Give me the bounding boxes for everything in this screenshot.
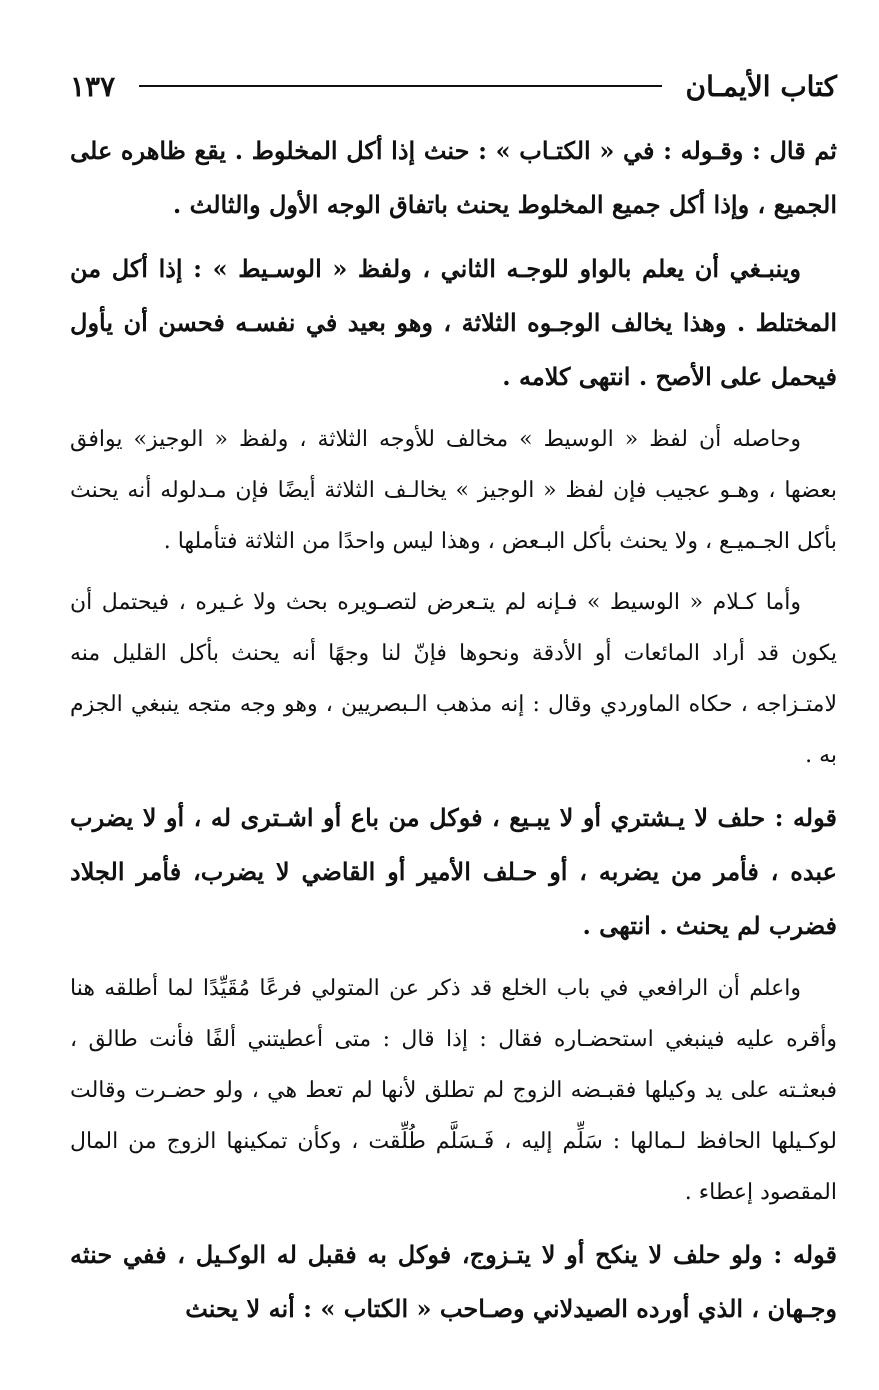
paragraph-6: واعلم أن الرافعي في باب الخلع قد ذكر عن المتولي فرعًا مُقَيِّدًا لما أطلقه هنا وأقره عليه فينبغي استحضـاره فقال : إذا قال : متى أعطيتني ألفًا فأنت طالق ، فبعثـته على يد وكيلها فقبـضه الزوج لم تطلق لأنها لم تعط هي ، ولو حضـرت وقالت لوكـيلها الحافظ لـمالها : سَلِّم إليه ، فَـسَلَّم طُلِّقت ، وكأن تمكينها الزوج من المال المقصود إعطاء .	[70, 976, 837, 1205]
paragraph-4: وأما كـلام « الوسيط » فـإنه لم يتـعرض لتصـويره بحث ولا غـيره ، فيحتمل أن يكون قد أراد المائعات أو الأدقة ونحوها فإنّ لنا وجهًا أنه يحنث بأكل القليل منه لامتـزاجه ، حكاه الماوردي وقال : إنه مذهب الـبصريين ، وهو وجه متجه ينبغي الجزم به .	[70, 590, 837, 768]
header-title: كتاب الأيمـان	[685, 69, 837, 103]
page-number: ١٣٧	[70, 69, 116, 103]
page-body	[70, 124, 837, 1336]
paragraph-5: قوله : حلف لا يـشتري أو لا يبـيع ، فوكل من باع أو اشـترى له ، أو لا يضرب عبده ، فأمر من يضربه ، أو حـلف الأمير أو القاضي لا يضرب، فأمر الجلاد فضرب لم يحنث . انتهى .	[70, 803, 837, 940]
header-rule	[139, 85, 661, 87]
running-header	[70, 60, 837, 112]
paragraph-7: قوله : ولو حلف لا ينكح أو لا يتـزوج، فوكل به فقبل له الوكـيل ، ففي حنثه وجـهان ، الذي أورده الصيدلاني وصـاحب « الكتاب » : أنه لا يحنث	[70, 1240, 837, 1323]
paragraph-1: ثم قال : وقـوله : في « الكتـاب » : حنث إذا أكل المخلوط . يقع ظاهره على الجميع ، وإذا أكل جميع المخلوط يحنث باتفاق الوجه الأول والثالث .	[70, 136, 837, 219]
paragraph-3: وحاصله أن لفظ « الوسيط » مخالف للأوجه الثلاثة ، ولفظ « الوجيز» يوافق بعضها ، وهـو عجيب فإن لفظ « الوجيز » يخالـف الثلاثة أيضًا فإن مـدلوله أنه يحنث بأكل الجـميـع ، ولا يحنث بأكل البـعض ، وهذا ليس واحدًا من الثلاثة فتأملها .	[70, 427, 837, 554]
paragraph-2: وينبـغي أن يعلم بالواو للوجـه الثاني ، ولفظ « الوسـيط » : إذا أكل من المختلط . وهذا يخالف الوجـوه الثلاثة ، وهو بعيد في نفسـه فحسن أن يأول فيحمل على الأصح . انتهى كلامه .	[70, 254, 837, 391]
